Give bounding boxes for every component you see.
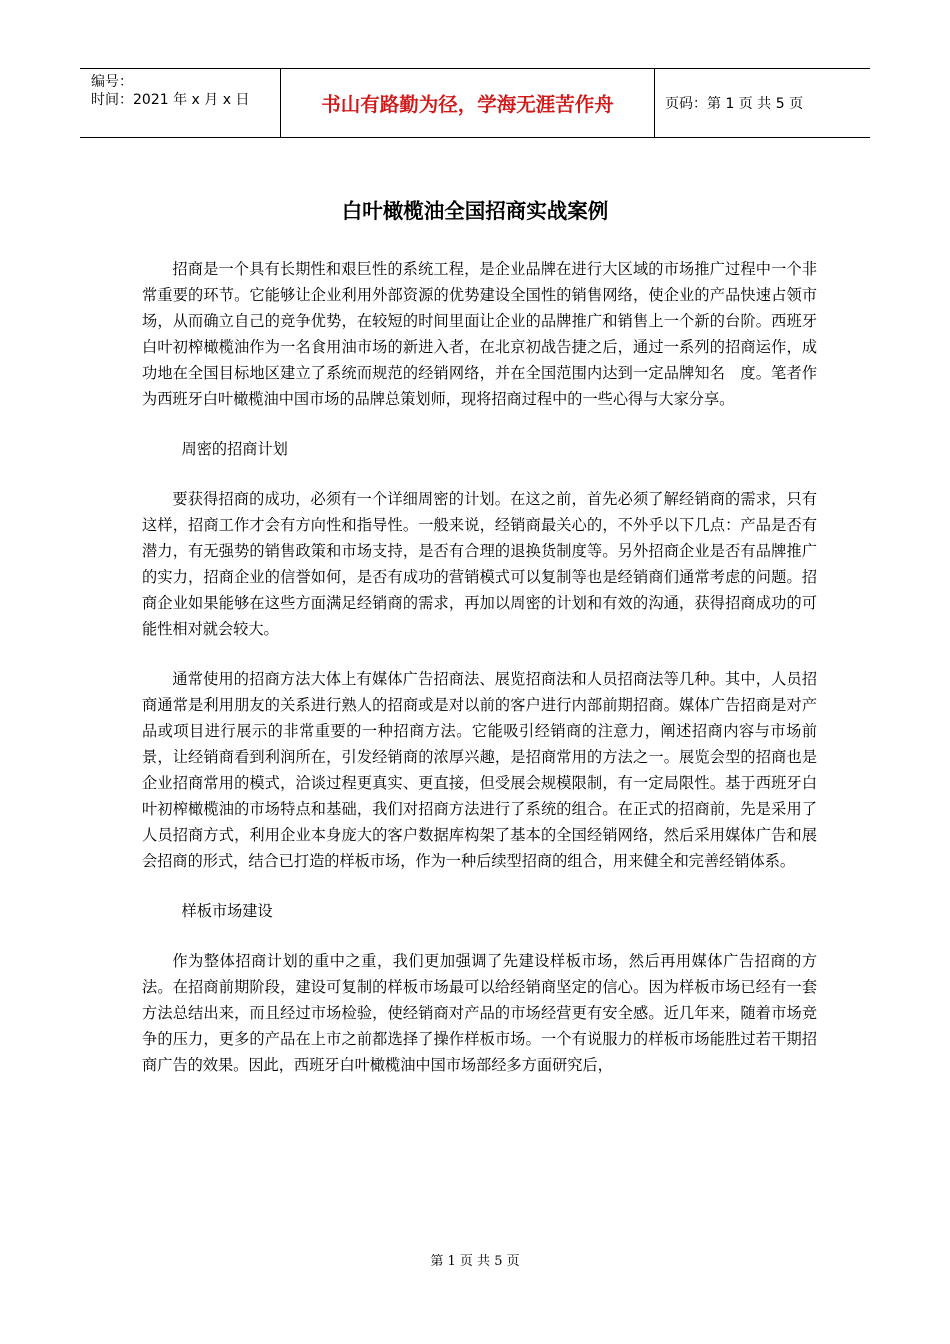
- document-number-label: 编号：: [91, 74, 133, 90]
- section-heading-plan: 周密的招商计划: [181, 440, 288, 458]
- paragraph-model-market: 作为整体招商计划的重中之重，我们更加强调了先建设样板市场，然后再用媒体广告招商的方法。在招商前期阶段，建设可复制的样板市场最可以给经销商坚定的信心。因为样板市场已经有一套方法总结出来，而且经过市场检验，使经销商对产品的市场经营更有安全感。近几年来，随着市场竞争的压力，更多的产品在上市之前都选择了操作样板市场。一个有说服力的样板市场能胜过若干期招商广告的效果。因此，西班牙白叶橄榄油中国市场部经多方面研究后，: [142, 952, 817, 1074]
- paragraph-intro: 招商是一个具有长期性和艰巨性的系统工程，是企业品牌在进行大区域的市场推广过程中一个非常重要的环节。它能够让企业利用外部资源的优势建设全国性的销售网络，使企业的产品快速占领市场，从而确立自己的竞争优势，在较短的时间里面让企业的品牌推广和销售上一个新的台阶。西班牙白叶初榨橄榄油作为一名食用油市场的新进入者，在北京初战告捷之后，通过一系列的招商运作，成功地在全国目标地区建立了系统而规范的经销网络，并在全国范围内达到一定品牌知名 度。笔者作为西班牙白叶橄榄油中国市场的品牌总策划师，现将招商过程中的一些心得与大家分享。: [142, 260, 817, 408]
- header-page-code: 页码：第 1 页 共 5 页: [665, 96, 804, 112]
- header-motto: 书山有路勤为径，学海无涯苦作舟: [280, 69, 655, 137]
- page-header: [80, 68, 870, 138]
- header-meta: [80, 69, 280, 137]
- paragraph-methods: 通常使用的招商方法大体上有媒体广告招商法、展览招商法和人员招商法等几种。其中，人员招商通常是利用朋友的关系进行熟人的招商或是对以前的客户进行内部前期招商。媒体广告招商是对产品或项目进行展示的非常重要的一种招商方法。它能吸引经销商的注意力，阐述招商内容与市场前景，让经销商看到利润所在，引发经销商的浓厚兴趣，是招商常用的方法之一。展览会型的招商也是企业招商常用的模式，洽谈过程更真实、更直接，但受展会规模限制，有一定局限性。基于西班牙白叶初榨橄榄油的市场特点和基础，我们对招商方法进行了系统的组合。在正式的招商前，先是采用了人员招商方式，利用企业本身庞大的客户数据库构架了基本的全国经销网络，然后采用媒体广告和展会招商的形式，结合已打造的样板市场，作为一种后续型招商的组合，用来健全和完善经销体系。: [142, 670, 817, 870]
- section-heading-model-market: 样板市场建设: [181, 902, 273, 920]
- document-body: [142, 256, 817, 1078]
- document-date: 时间：2021 年 x 月 x 日: [91, 92, 250, 108]
- page-footer: 第 1 页 共 5 页: [430, 1254, 520, 1269]
- document-title: 白叶橄榄油全国招商实战案例: [341, 199, 609, 223]
- paragraph-plan: 要获得招商的成功，必须有一个详细周密的计划。在这之前，首先必须了解经销商的需求，只有这样，招商工作才会有方向性和指导性。一般来说，经销商最关心的，不外乎以下几点：产品是否有潜力，有无强势的销售政策和市场支持，是否有合理的退换货制度等。另外招商企业是否有品牌推广的实力，招商企业的信誉如何，是否有成功的营销模式可以复制等也是经销商们通常考虑的问题。招商企业如果能够在这些方面满足经销商的需求，再加以周密的计划和有效的沟通，获得招商成功的可能性相对就会较大。: [142, 490, 817, 638]
